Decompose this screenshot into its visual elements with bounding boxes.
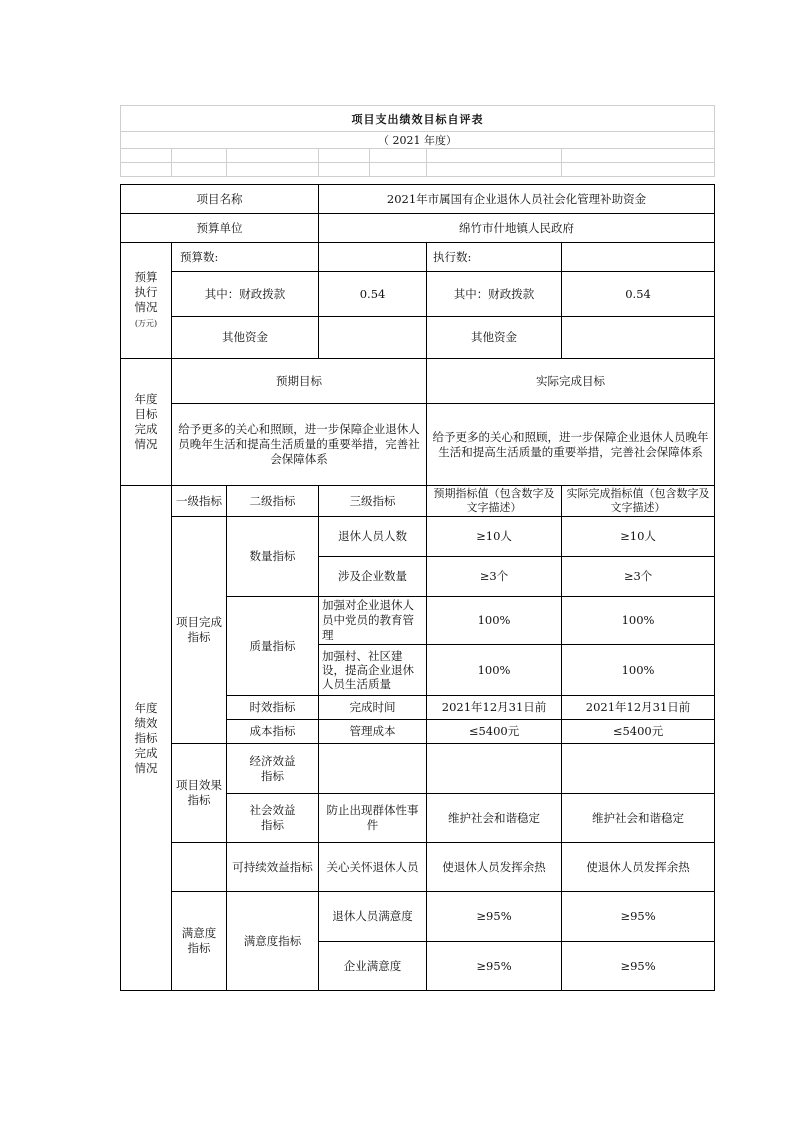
year-label: （ 2021 年度） <box>121 132 715 149</box>
table-row-l2: 质量指标 <box>227 597 319 696</box>
table-row-actual: 2021年12月31日前 <box>562 696 715 720</box>
table-row-l2: 可持续效益指标 <box>227 843 319 892</box>
table-row-actual: 使退休人员发挥余热 <box>562 843 715 892</box>
table-row-expected <box>427 744 562 794</box>
budget-unit-value: 绵竹市什地镇人民政府 <box>319 214 715 243</box>
budget-amount-value <box>319 243 427 272</box>
table-row-actual: 维护社会和谐稳定 <box>562 794 715 843</box>
actual-goal-text: 给予更多的关心和照顾，进一步保障企业退休人员晚年生活和提高生活质量的重要举措，完善社会保障体系 <box>427 404 715 486</box>
table-row-expected: 维护社会和谐稳定 <box>427 794 562 843</box>
expected-goal-header: 预期目标 <box>172 359 427 404</box>
project-name-label: 项目名称 <box>121 185 319 214</box>
group-completion-text: 项目完成指标 <box>176 615 222 644</box>
page-title: 项目支出绩效目标自评表 <box>121 106 715 132</box>
table-row-l2-text: 经济效益指标 <box>249 753 296 783</box>
group-satisfaction-label <box>172 892 227 991</box>
other-funds-exec-label: 其他资金 <box>427 317 562 359</box>
table-row-actual: ≥10人 <box>562 517 715 557</box>
table-row-l3: 退休人员满意度 <box>319 892 427 942</box>
table-row-expected: ≥10人 <box>427 517 562 557</box>
table-row-l3: 涉及企业数量 <box>319 557 427 597</box>
table-row-expected: ≤5400元 <box>427 720 562 744</box>
group-satisfaction-text: 满意度指标 <box>181 926 217 955</box>
table-row-actual <box>562 744 715 794</box>
main-table <box>120 184 715 991</box>
exec-amount-label: 执行数: <box>427 243 562 272</box>
table-row-actual: 100% <box>562 597 715 645</box>
budget-side-text: 预算执行情况 <box>134 270 158 314</box>
project-name-value: 2021年市属国有企业退休人员社会化管理补助资金 <box>319 185 715 214</box>
table-row-l2-text: 社会效益指标 <box>249 803 296 832</box>
header-table <box>120 105 715 177</box>
table-row-l3: 防止出现群体性事件 <box>319 794 427 843</box>
table-row-actual: ≥3个 <box>562 557 715 597</box>
goals-side-label <box>121 359 172 486</box>
table-row-expected: 2021年12月31日前 <box>427 696 562 720</box>
group-effect-label <box>172 744 227 843</box>
table-row-expected: 100% <box>427 645 562 696</box>
group-effect-text: 项目效果指标 <box>176 778 222 807</box>
table-row-l2: 数量指标 <box>227 517 319 597</box>
group-completion-label <box>172 517 227 744</box>
table-row-actual: ≥95% <box>562 942 715 991</box>
table-row-expected: ≥95% <box>427 892 562 942</box>
indicators-side-label <box>121 486 172 991</box>
table-row-l3: 完成时间 <box>319 696 427 720</box>
table-row-l2: 满意度指标 <box>227 892 319 991</box>
table-row-actual: ≤5400元 <box>562 720 715 744</box>
table-row-expected: 100% <box>427 597 562 645</box>
fiscal-budget-label: 其中：财政拨款 <box>172 272 319 317</box>
table-row-l2 <box>227 744 319 794</box>
table-row-expected: ≥3个 <box>427 557 562 597</box>
col-level3-header: 三级指标 <box>319 486 427 517</box>
table-row-l3: 关心关怀退休人员 <box>319 843 427 892</box>
group-effect-cont <box>172 843 227 892</box>
table-row-l2 <box>227 794 319 843</box>
goals-side-text: 年度目标完成情况 <box>134 392 158 451</box>
table-row-l3: 管理成本 <box>319 720 427 744</box>
col-level2-header: 二级指标 <box>227 486 319 517</box>
budget-side-label <box>121 243 172 359</box>
col-level1-header: 一级指标 <box>172 486 227 517</box>
expected-goal-text: 给予更多的关心和照顾，进一步保障企业退休人员晚年生活和提高生活质量的重要举措，完善社会保障体系 <box>172 404 427 486</box>
actual-goal-header: 实际完成目标 <box>427 359 715 404</box>
table-row-actual: ≥95% <box>562 892 715 942</box>
table-row-expected: 使退休人员发挥余热 <box>427 843 562 892</box>
fiscal-budget-value: 0.54 <box>319 272 427 317</box>
other-funds-label: 其他资金 <box>172 317 319 359</box>
budget-amount-label: 预算数: <box>172 243 319 272</box>
table-row-actual: 100% <box>562 645 715 696</box>
exec-amount-value <box>562 243 715 272</box>
table-row-l3: 退休人员人数 <box>319 517 427 557</box>
table-row-l2: 成本指标 <box>227 720 319 744</box>
table-row-l2: 时效指标 <box>227 696 319 720</box>
other-funds-exec <box>562 317 715 359</box>
col-expected-header: 预期指标值（包含数字及文字描述） <box>427 486 562 517</box>
other-funds-budget <box>319 317 427 359</box>
table-row-l3: 加强村、社区建设，提高企业退休人员生活质量 <box>319 645 427 696</box>
indicators-side-text: 年度绩效指标完成情况 <box>134 700 158 775</box>
table-row-expected: ≥95% <box>427 942 562 991</box>
col-actual-header: 实际完成指标值（包含数字及文字描述） <box>562 486 715 517</box>
table-row-l3 <box>319 744 427 794</box>
fiscal-exec-label: 其中：财政拨款 <box>427 272 562 317</box>
table-row-l3: 企业满意度 <box>319 942 427 991</box>
fiscal-exec-value: 0.54 <box>562 272 715 317</box>
table-row-l3: 加强对企业退休人员中党员的教育管理 <box>319 597 427 645</box>
budget-unit-label: 预算单位 <box>121 214 319 243</box>
evaluation-sheet <box>120 105 714 991</box>
budget-side-unit: (万元) <box>134 319 158 328</box>
